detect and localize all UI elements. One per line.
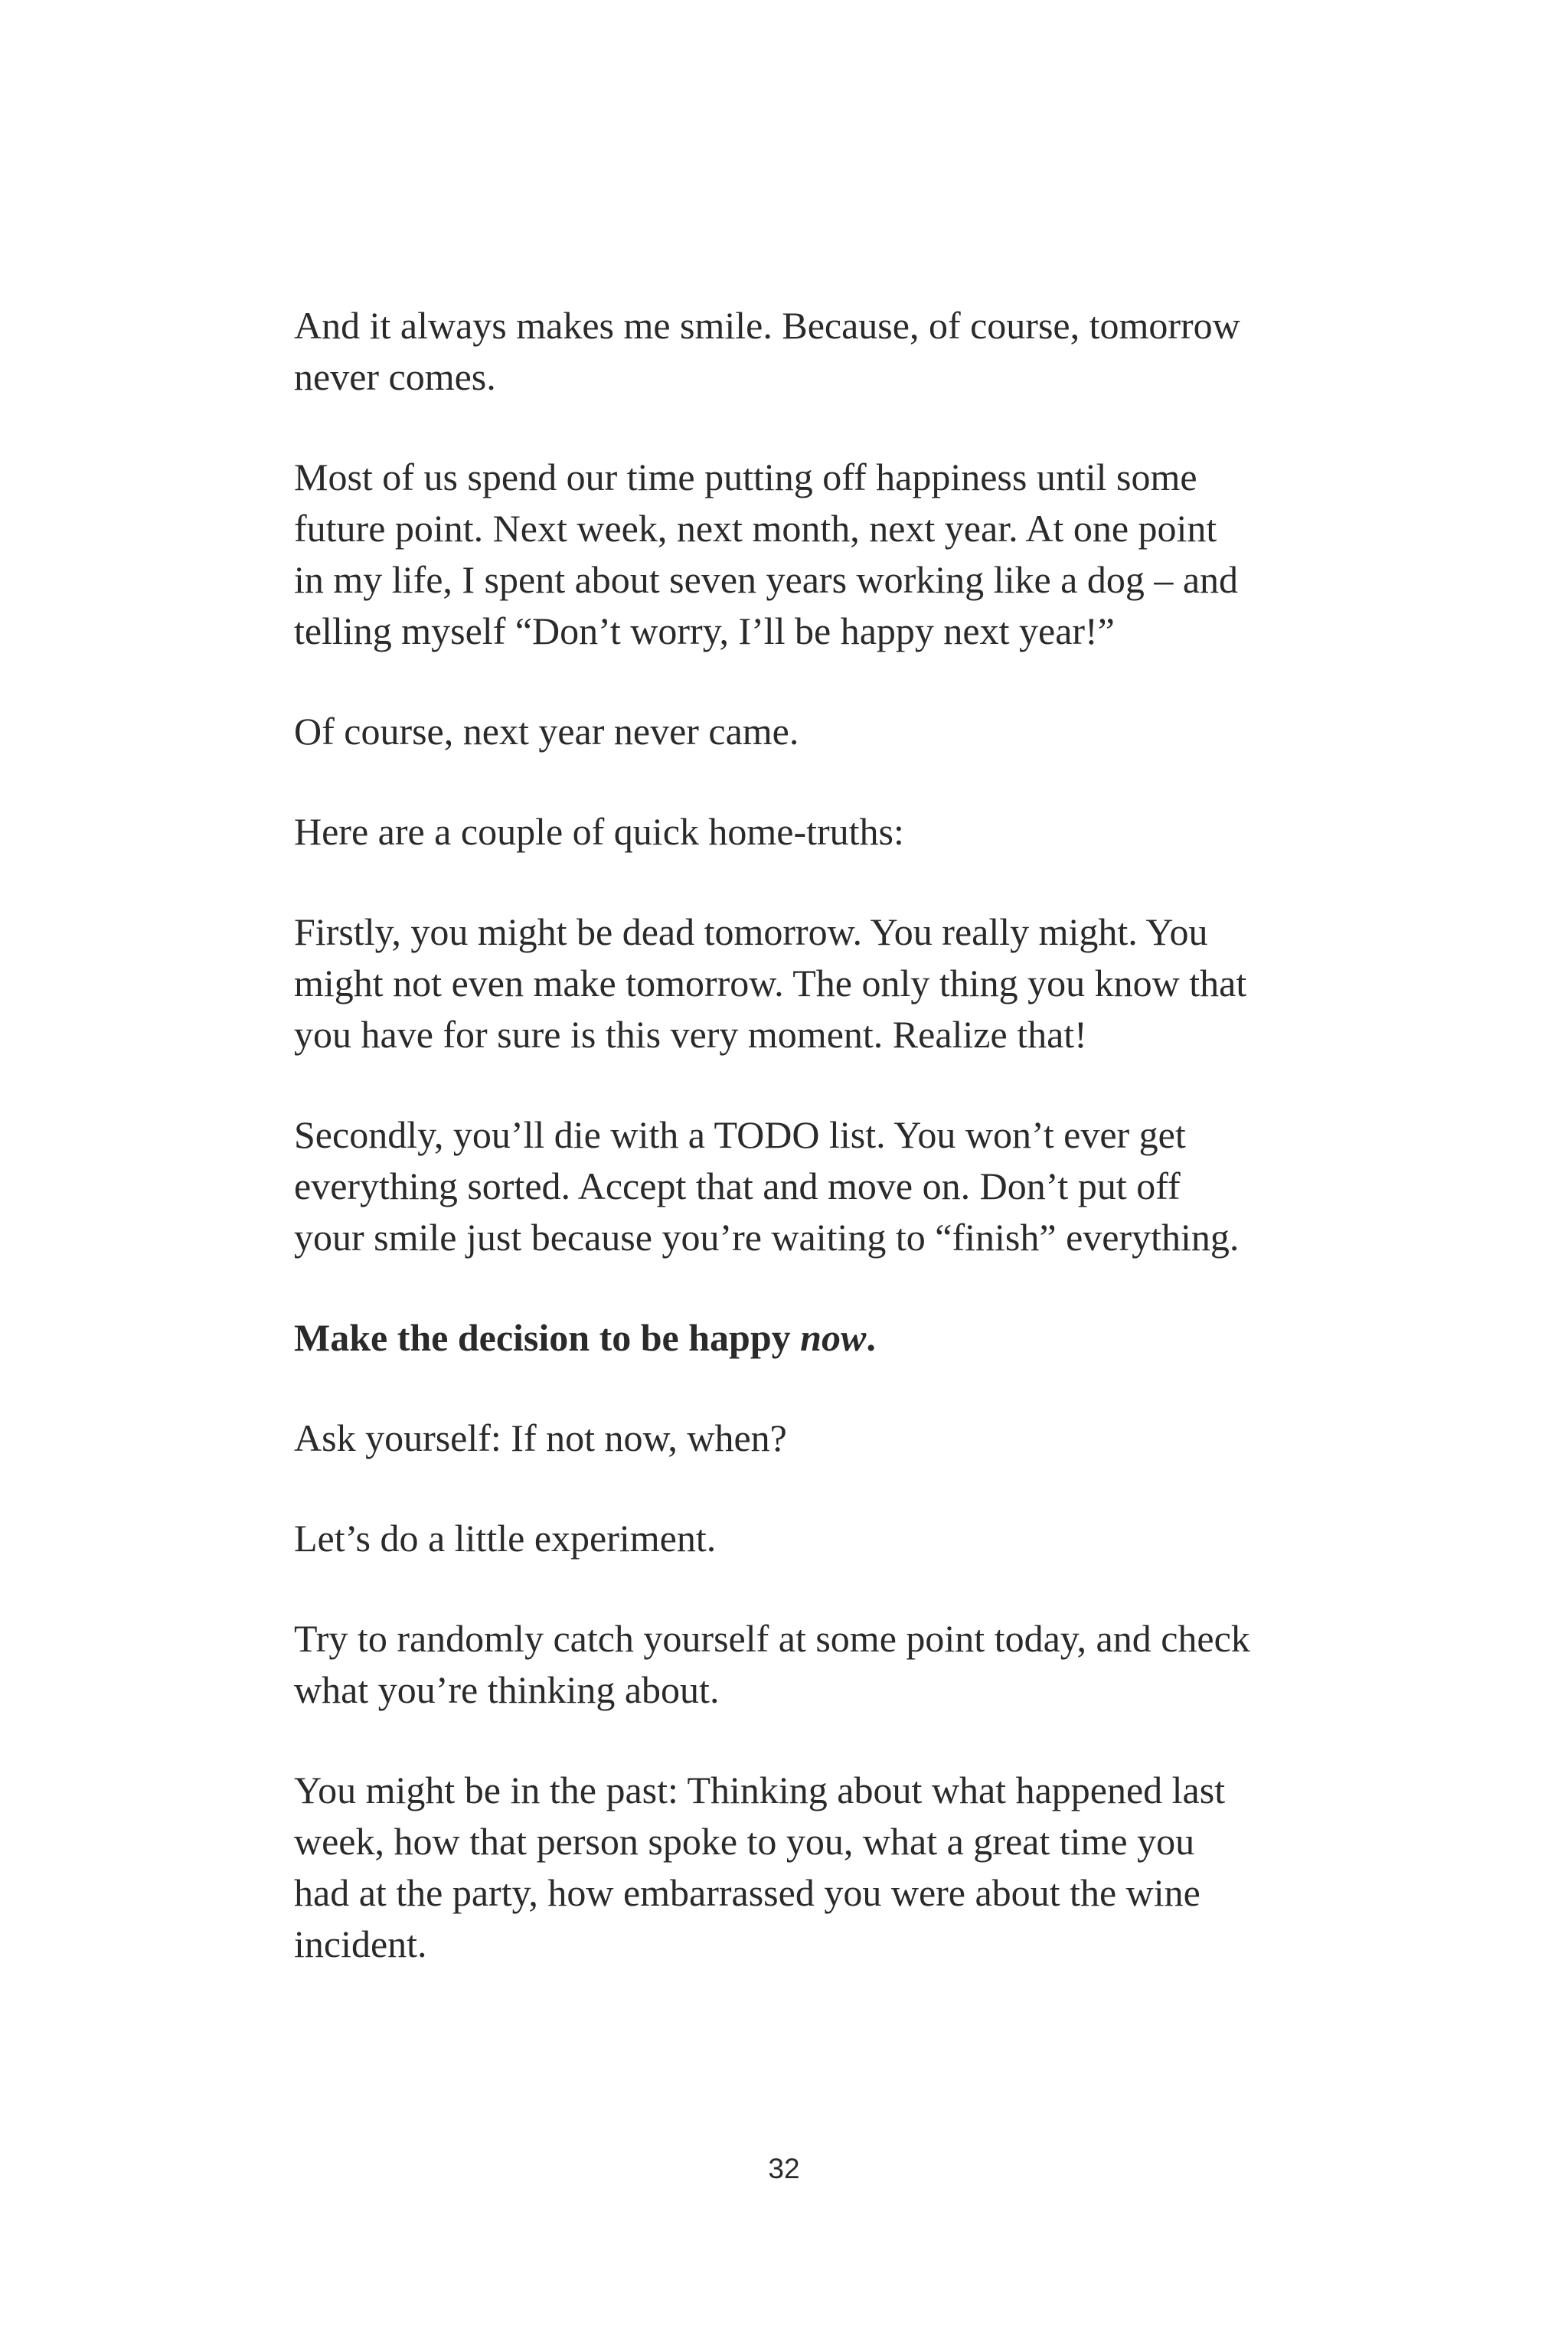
paragraph: Try to randomly catch yourself at some point today, and check what you’re thinking about. (294, 1617, 1250, 1711)
paragraph: And it always makes me smile. Because, of course, tomorrow never comes. (294, 304, 1240, 398)
paragraph: Here are a couple of quick home-truths: (294, 810, 904, 853)
emphasis-lead: Make the decision to be happy (294, 1316, 801, 1359)
paragraph: Most of us spend our time putting off happiness until some future point. Next week, next month, next year. At one point in my life, I spent about seven years working like a dog – and telling myself “Don’t worry, I’ll be happy next year!” (294, 456, 1239, 652)
paragraph: Secondly, you’ll die with a TODO list. You won’t ever get everything sorted. Accept that and move on. Don’t put off your smile just because you’re waiting to “finish” everything. (294, 1113, 1240, 1259)
emphasis-paragraph (294, 1312, 1282, 1364)
paragraph: Firstly, you might be dead tomorrow. You really might. You might not even make tomorrow. The only thing you know that you have for sure is this very moment. Realize that! (294, 910, 1247, 1056)
emphasis-end: . (866, 1316, 876, 1359)
paragraph: Let’s do a little experiment. (294, 1517, 717, 1560)
emphasis-italic: now (800, 1316, 867, 1359)
page-number: 32 (768, 2153, 800, 2184)
paragraph: Of course, next year never came. (294, 710, 799, 753)
paragraph: You might be in the past: Thinking about what happened last week, how that person spoke to you, what a great time you had at the party, how embarrassed you were about the wine incident. (294, 1769, 1226, 1965)
paragraph: Ask yourself: If not now, when? (294, 1416, 787, 1459)
body-text (294, 300, 1282, 2019)
